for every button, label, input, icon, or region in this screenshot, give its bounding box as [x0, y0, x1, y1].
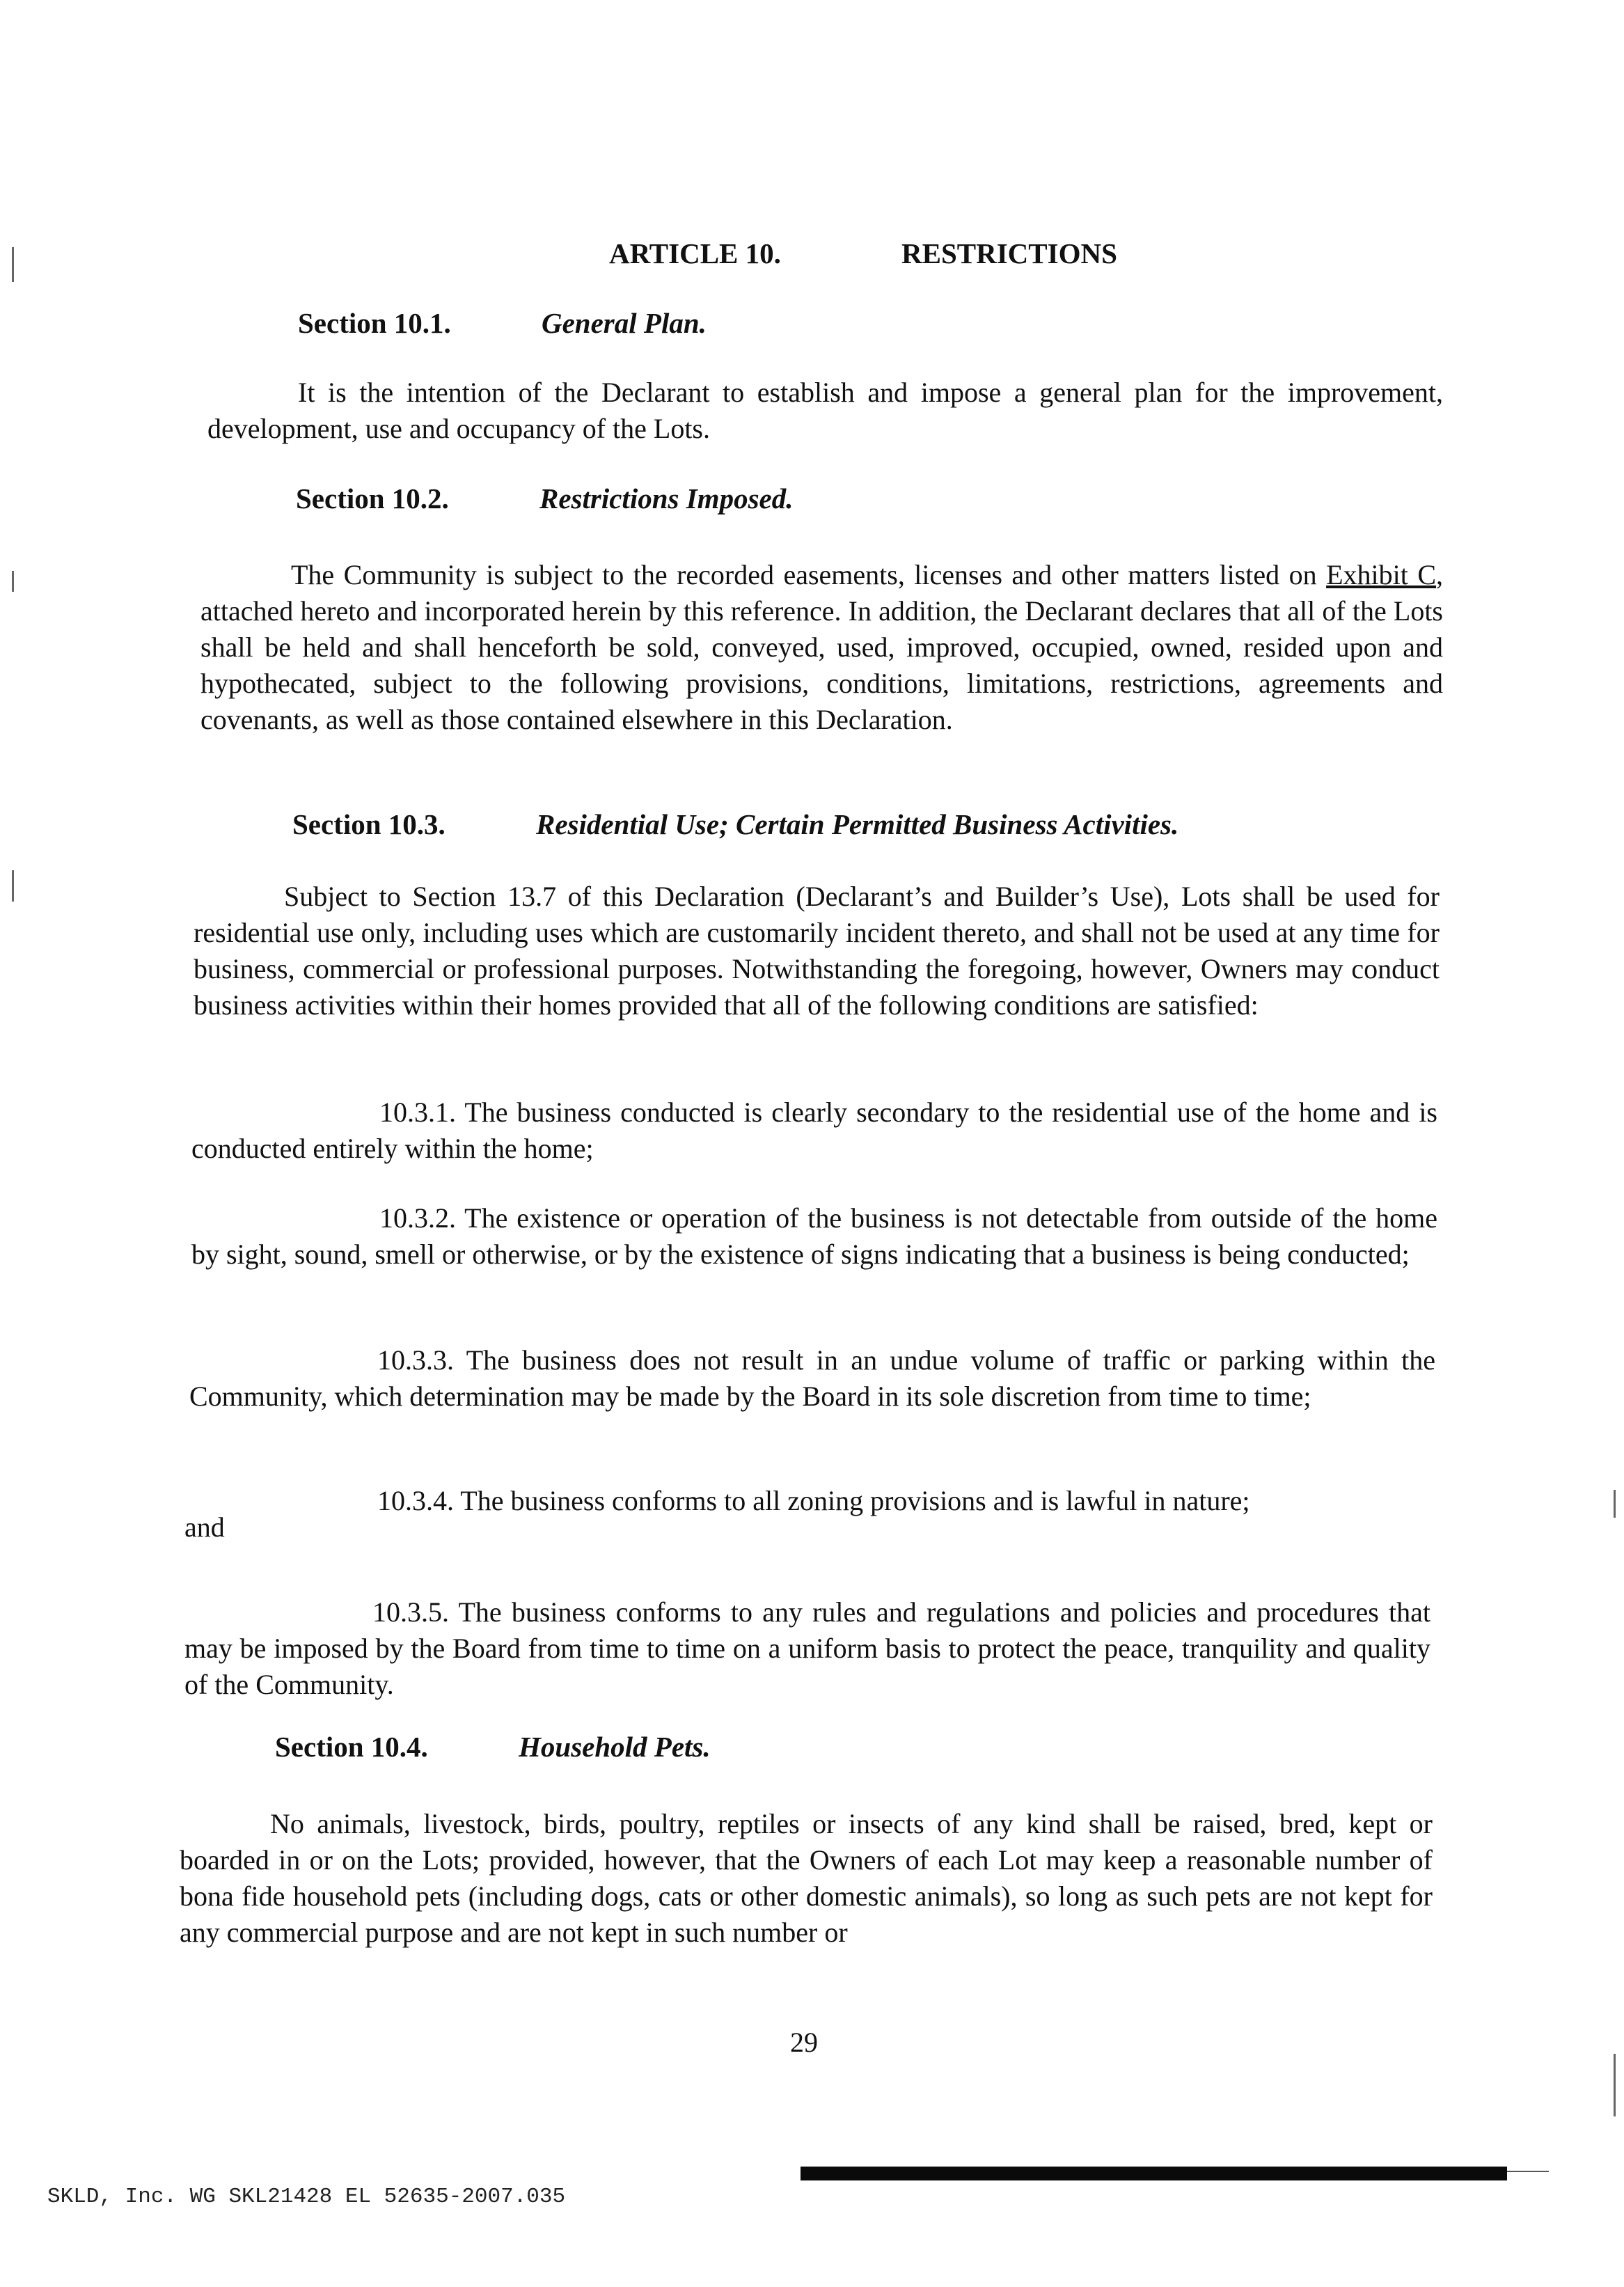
article-number: ARTICLE 10.: [609, 237, 781, 269]
section-10-2-body: The Community is subject to the recorded easements, licenses and other matters listed on Exhibit C, attached hereto and incorporated herein by this reference. In addition, the Declarant declares that all of the Lots shall be held and shall henceforth be sold, conveyed, used, improved, occupied, owned, resided upon and hypothecated, subject to the following provisions, conditions, limitations, restrictions, agreements and covenants, as well as those contained elsewhere in this Declaration.: [200, 559, 1443, 735]
section-number: Section 10.4.: [275, 1731, 428, 1763]
section-title: General Plan.: [542, 307, 707, 339]
footer-document-id: SKLD, Inc. WG SKL21428 EL 52635-2007.035: [47, 2185, 566, 2209]
subsection-10-3-1: 10.3.1. The business conducted is clearly secondary to the residential use of the home and is conducted entirely within the home;: [191, 1097, 1437, 1164]
and-connector: and: [184, 1511, 225, 1543]
section-heading-10-2: [296, 482, 1131, 521]
section-number: Section 10.1.: [298, 307, 451, 339]
section-10-1-body: It is the intention of the Declarant to establish and impose a general plan for the improvement, development, use and occupancy of the Lots.: [207, 377, 1443, 444]
section-10-4-body: No animals, livestock, birds, poultry, reptiles or insects of any kind shall be raised, bred, kept or boarded in or on the Lots; provided, however, that the Owners of each Lot may keep a reasonable number of bona fide household pets (including dogs, cats or other domestic animals), so long as such pets are not kept for any commercial purpose and are not kept in such number or: [180, 1808, 1433, 1948]
section-heading-10-4: [275, 1730, 1110, 1769]
subsection-10-3-5: 10.3.5. The business conforms to any rules and regulations and policies and procedures that may be imposed by the Board from time to time on a uniform basis to protect the peace, tranquility and quality of the Community.: [184, 1596, 1430, 1700]
subsection-10-3-2: 10.3.2. The existence or operation of the business is not detectable from outside of the home by sight, sound, smell or otherwise, or by the existence of signs indicating that a business is being conducted;: [191, 1202, 1437, 1270]
exhibit-c-reference: Exhibit C: [1326, 559, 1436, 590]
section-10-3-body: Subject to Section 13.7 of this Declaration (Declarant’s and Builder’s Use), Lots shall be used for residential use only, including uses which are customarily incident thereto, and shall not be used at any time for business, commercial or professional purposes. Notwithstanding the foregoing, however, Owners may conduct business activities within their homes provided that all of the following conditions are satisfied:: [194, 881, 1440, 1021]
subsection-10-3-4: 10.3.4. The business conforms to all zoning provisions and is lawful in nature;: [377, 1485, 1250, 1516]
article-title: RESTRICTIONS: [901, 237, 1117, 269]
scan-bar: [801, 2167, 1507, 2180]
subsection-10-3-3: 10.3.3. The business does not result in an undue volume of traffic or parking within the Community, which determination may be made by the Board in its sole discretion from time to time;: [189, 1344, 1435, 1412]
section-title: Residential Use; Certain Permitted Business Activities.: [536, 808, 1179, 840]
scan-bar-tail: [1507, 2171, 1549, 2172]
section-heading-10-1: [298, 306, 1133, 345]
section-title: Restrictions Imposed.: [539, 482, 794, 514]
section-heading-10-3: [292, 808, 1476, 847]
section-title: Household Pets.: [519, 1731, 711, 1763]
section-number: Section 10.2.: [296, 482, 449, 514]
page-number: 29: [790, 2027, 818, 2058]
section-number: Section 10.3.: [292, 808, 446, 840]
article-heading: [609, 237, 1236, 278]
